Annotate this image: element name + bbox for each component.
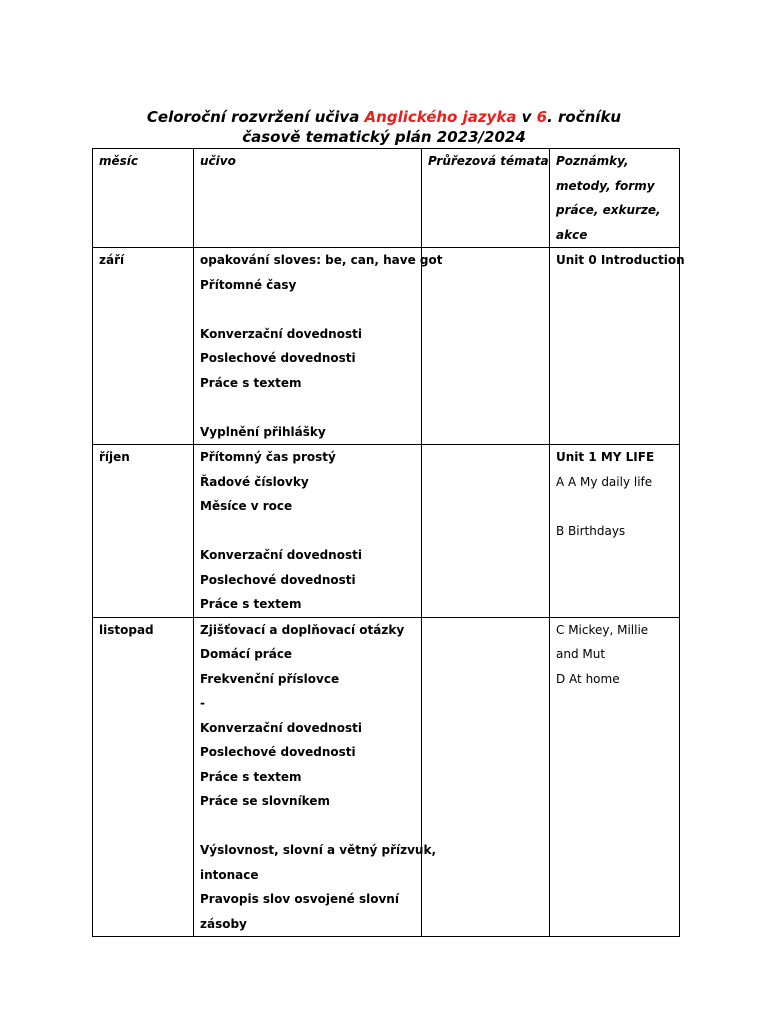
notes-cell bbox=[550, 445, 680, 618]
ucivo-line: Přítomné časy bbox=[200, 277, 297, 292]
ucivo-line: Řadové číslovky bbox=[200, 474, 309, 489]
ucivo-line: intonace bbox=[200, 867, 259, 882]
curriculum-table bbox=[92, 148, 685, 937]
ucivo-line: Poslechové dovednosti bbox=[200, 745, 356, 759]
ucivo-line: Konverzační dovednosti bbox=[200, 720, 362, 735]
ucivo-line: Vyplnění přihlášky bbox=[200, 424, 326, 439]
ucivo-cell bbox=[194, 248, 443, 445]
notes-line: C Mickey, Millie bbox=[556, 622, 649, 637]
ucivo-line: Práce s textem bbox=[200, 597, 302, 611]
ucivo-line: Přítomný čas prostý bbox=[200, 450, 336, 464]
ucivo-line: Domácí práce bbox=[200, 647, 293, 661]
notes-line: A A My daily life bbox=[556, 474, 653, 489]
pruzezova-cell bbox=[422, 617, 550, 937]
title-suffix: . ročníku bbox=[547, 108, 622, 126]
ucivo-line bbox=[200, 297, 421, 322]
header-notes-line: akce bbox=[556, 227, 588, 242]
table-row bbox=[93, 617, 680, 937]
ucivo-line bbox=[200, 814, 421, 839]
ucivo-line: Měsíce v roce bbox=[200, 499, 293, 513]
title-grade: 6 bbox=[536, 108, 548, 126]
header-notes bbox=[550, 149, 680, 248]
ucivo-line: Frekvenční příslovce bbox=[200, 671, 340, 686]
ucivo-line: opakování sloves: be, can, have got bbox=[200, 253, 443, 267]
ucivo-line: Práce se slovníkem bbox=[200, 794, 330, 808]
notes-cell bbox=[550, 617, 680, 937]
ucivo-line: Práce s textem bbox=[200, 769, 302, 784]
ucivo-line bbox=[200, 395, 421, 420]
header-pruzezova: Průřezová témata bbox=[422, 149, 550, 248]
month-cell: říjen bbox=[93, 445, 194, 618]
ucivo-line: Zjišťovací a doplňovací otázky bbox=[200, 622, 405, 637]
pruzezova-cell bbox=[422, 445, 550, 618]
month-cell: listopad bbox=[93, 617, 194, 937]
notes-line: D At home bbox=[556, 671, 620, 686]
ucivo-line: zásoby bbox=[200, 916, 247, 931]
header-ucivo: učivo bbox=[194, 149, 422, 248]
header-notes-line: metody, formy bbox=[556, 178, 655, 193]
ucivo-line bbox=[200, 519, 421, 544]
notes-line: Unit 1 MY LIFE bbox=[556, 450, 655, 464]
title-prefix: Celoroční rozvržení učiva bbox=[146, 108, 365, 126]
ucivo-line: Konverzační dovednosti bbox=[200, 548, 362, 562]
document-title-line1 bbox=[0, 107, 768, 127]
table-header-row bbox=[93, 149, 680, 248]
ucivo-line: Výslovnost, slovní a větný přízvuk, bbox=[200, 843, 437, 857]
header-month: měsíc bbox=[93, 149, 194, 248]
table-row bbox=[93, 445, 680, 618]
header-notes-line: práce, exkurze, bbox=[556, 203, 661, 217]
table-row bbox=[93, 248, 680, 445]
ucivo-line: Práce s textem bbox=[200, 375, 302, 390]
ucivo-line: Pravopis slov osvojené slovní bbox=[200, 892, 399, 906]
ucivo-line: Poslechové dovednosti bbox=[200, 572, 356, 587]
pruzezova-cell bbox=[422, 248, 550, 445]
notes-line: Unit 0 Introduction bbox=[556, 253, 685, 267]
notes-line bbox=[556, 494, 679, 519]
title-mid: v bbox=[516, 108, 537, 126]
ucivo-cell bbox=[194, 445, 422, 618]
notes-cell bbox=[550, 248, 685, 445]
ucivo-line: Konverzační dovednosti bbox=[200, 326, 362, 341]
ucivo-cell bbox=[194, 617, 437, 937]
document-title-line2: časově tematický plán 2023/2024 bbox=[242, 128, 526, 146]
notes-line: B Birthdays bbox=[556, 523, 626, 538]
title-subject: Anglického jazyka bbox=[364, 108, 517, 126]
ucivo-line: - bbox=[200, 696, 205, 710]
notes-line: and Mut bbox=[556, 647, 606, 661]
month-cell: září bbox=[93, 248, 194, 445]
ucivo-line: Poslechové dovednosti bbox=[200, 351, 356, 365]
header-notes-line: Poznámky, bbox=[556, 154, 629, 168]
